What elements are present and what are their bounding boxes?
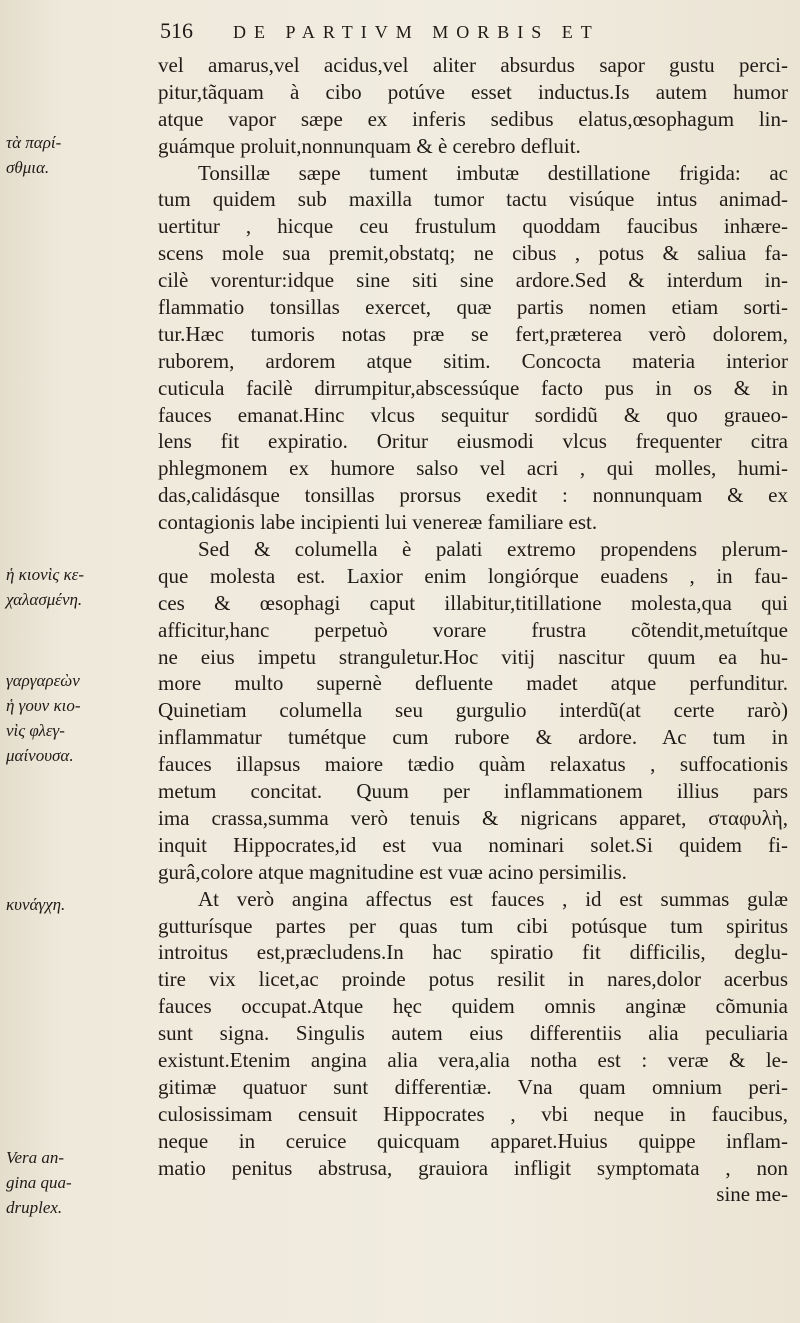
- text-line: inflammatur tumétque cum rubore & ardore. Ac tum in: [158, 725, 788, 750]
- margin-note: γαργαρεὼν ἡ γουν κιο- νὶς φλεγ- μαίνουσα.: [6, 671, 81, 765]
- catchword: sine me-: [716, 1182, 788, 1207]
- text-line: tum quidem sub maxilla tumor tactu visúque intus animad-: [158, 187, 788, 212]
- text-line: ne eius impetu stranguletur.Hoc vitij nascitur quum ea hu-: [158, 644, 788, 669]
- text-line: inquit Hippocrates,id est vua nominari solet.Si quidem fi-: [158, 832, 788, 857]
- text-line: lens fit expiratio. Oritur eiusmodi vlcus frequenter citra: [158, 429, 788, 454]
- text-line: introitus est,præcludens.In hac spiratio fit difficilis, deglu-: [158, 940, 788, 965]
- margin-note: ἡ κιονὶς κε- χαλασμένη.: [6, 565, 85, 609]
- text-line: das,calidásque tonsillas prorsus exedit : nonnunquam & ex: [158, 483, 788, 508]
- text-line: afficitur,hanc perpetuò vorare frustra cõtendit,metuítque: [158, 617, 788, 642]
- text-line: sunt signa. Singulis autem eius differentiis alia peculiaria: [158, 1021, 788, 1046]
- text-line: Tonsillæ sæpe tument imbutæ destillatione frigida: ac: [198, 160, 788, 185]
- text-line: ima crassa,summa verò tenuis & nigricans apparet, σταφυλὴ,: [158, 805, 788, 830]
- text-line: gutturísque partes per quas tum cibi potúsque tum spiritus: [158, 913, 788, 938]
- text-line: phlegmonem ex humore salso vel acri , qui molles, humi-: [158, 456, 788, 481]
- text-line: pitur,tãquam à cibo potúve esset inductus.Is autem humor: [158, 79, 788, 104]
- text-line: more multo supernè defluente madet atque perfunditur.: [158, 671, 788, 696]
- text-line: que molesta est. Laxior enim longiórque euadens , in fau-: [158, 563, 788, 588]
- text-line: Sed & columella è palati extremo propendens plerum-: [198, 537, 788, 562]
- text-line: cuticula facilè dirrumpitur,abscessúque facto pus in os & in: [158, 375, 788, 400]
- margin-note: κυνάγχη.: [6, 895, 66, 914]
- text-line: matio penitus abstrusa, grauiora infligit symptomata , non: [158, 1155, 788, 1180]
- text-line: ruborem, ardorem atque sitim. Concocta materia interior: [158, 348, 788, 373]
- text-line: uertitur , hicque ceu frustulum quoddam faucibus inhære-: [158, 214, 788, 239]
- text-line: guámque proluit,nonnunquam & è cerebro defluit.: [158, 133, 581, 158]
- text-line: gitimæ quatuor sunt differentiæ. Vna quam omnium peri-: [158, 1074, 788, 1099]
- text-line: cilè vorentur:idque sine siti sine ardore.Sed & interdum in-: [158, 268, 788, 293]
- margin-note: Vera an- gina qua- druplex.: [6, 1148, 72, 1217]
- margin-note: τὰ παρί- σθμια.: [6, 133, 62, 177]
- text-line: fauces emanat.Hinc vlcus sequitur sordidũ & quo graueo-: [158, 402, 788, 427]
- text-line: scens mole sua premit,obstatq; ne cibus , potus & saliua fa-: [158, 241, 788, 266]
- text-line: gurâ,colore atque magnitudine est vuæ acino persimilis.: [158, 859, 627, 884]
- text-line: fauces occupat.Atque hęc quidem omnis anginæ cõmunia: [158, 994, 788, 1019]
- margin-notes: [0, 0, 150, 1323]
- text-line: tire vix licet,ac proinde potus resilit in nares,dolor acerbus: [158, 967, 788, 992]
- text-line: culosissimam censuit Hippocrates , vbi neque in faucibus,: [158, 1101, 788, 1126]
- text-line: contagionis labe incipienti lui venereæ familiare est.: [158, 510, 598, 535]
- running-title: DE PARTIVM MORBIS ET: [233, 22, 600, 42]
- text-line: metum concitat. Quum per inflammationem illius pars: [158, 779, 788, 804]
- text-line: fauces illapsus maiore tædio quàm relaxatus , suffocationis: [158, 752, 788, 777]
- text-line: flammatio tonsillas exercet, quæ partis nomen etiam sorti-: [158, 295, 788, 320]
- body-text: [158, 52, 788, 1208]
- text-line: atque vapor sæpe ex inferis sedibus elatus,œsophagum lin-: [158, 106, 788, 131]
- text-line: neque in ceruice quicquam apparet.Huius quippe inflam-: [158, 1128, 788, 1153]
- page-number: 516: [160, 18, 193, 43]
- text-line: vel amarus,vel acidus,vel aliter absurdus sapor gustu perci-: [158, 53, 788, 77]
- text-line: tur.Hæc tumoris notas præ se fert,præterea verò dolorem,: [158, 321, 788, 346]
- text-line: ces & œsophagi caput illabitur,titillatione molesta,qua qui: [158, 590, 788, 615]
- text-line: At verò angina affectus est fauces , id est summas gulæ: [198, 886, 788, 911]
- text-line: existunt.Etenim angina alia vera,alia notha est : veræ & le-: [158, 1047, 788, 1072]
- running-head: [160, 18, 780, 44]
- text-line: Quinetiam columella seu gurgulio interdũ(at certe rarò): [158, 698, 788, 723]
